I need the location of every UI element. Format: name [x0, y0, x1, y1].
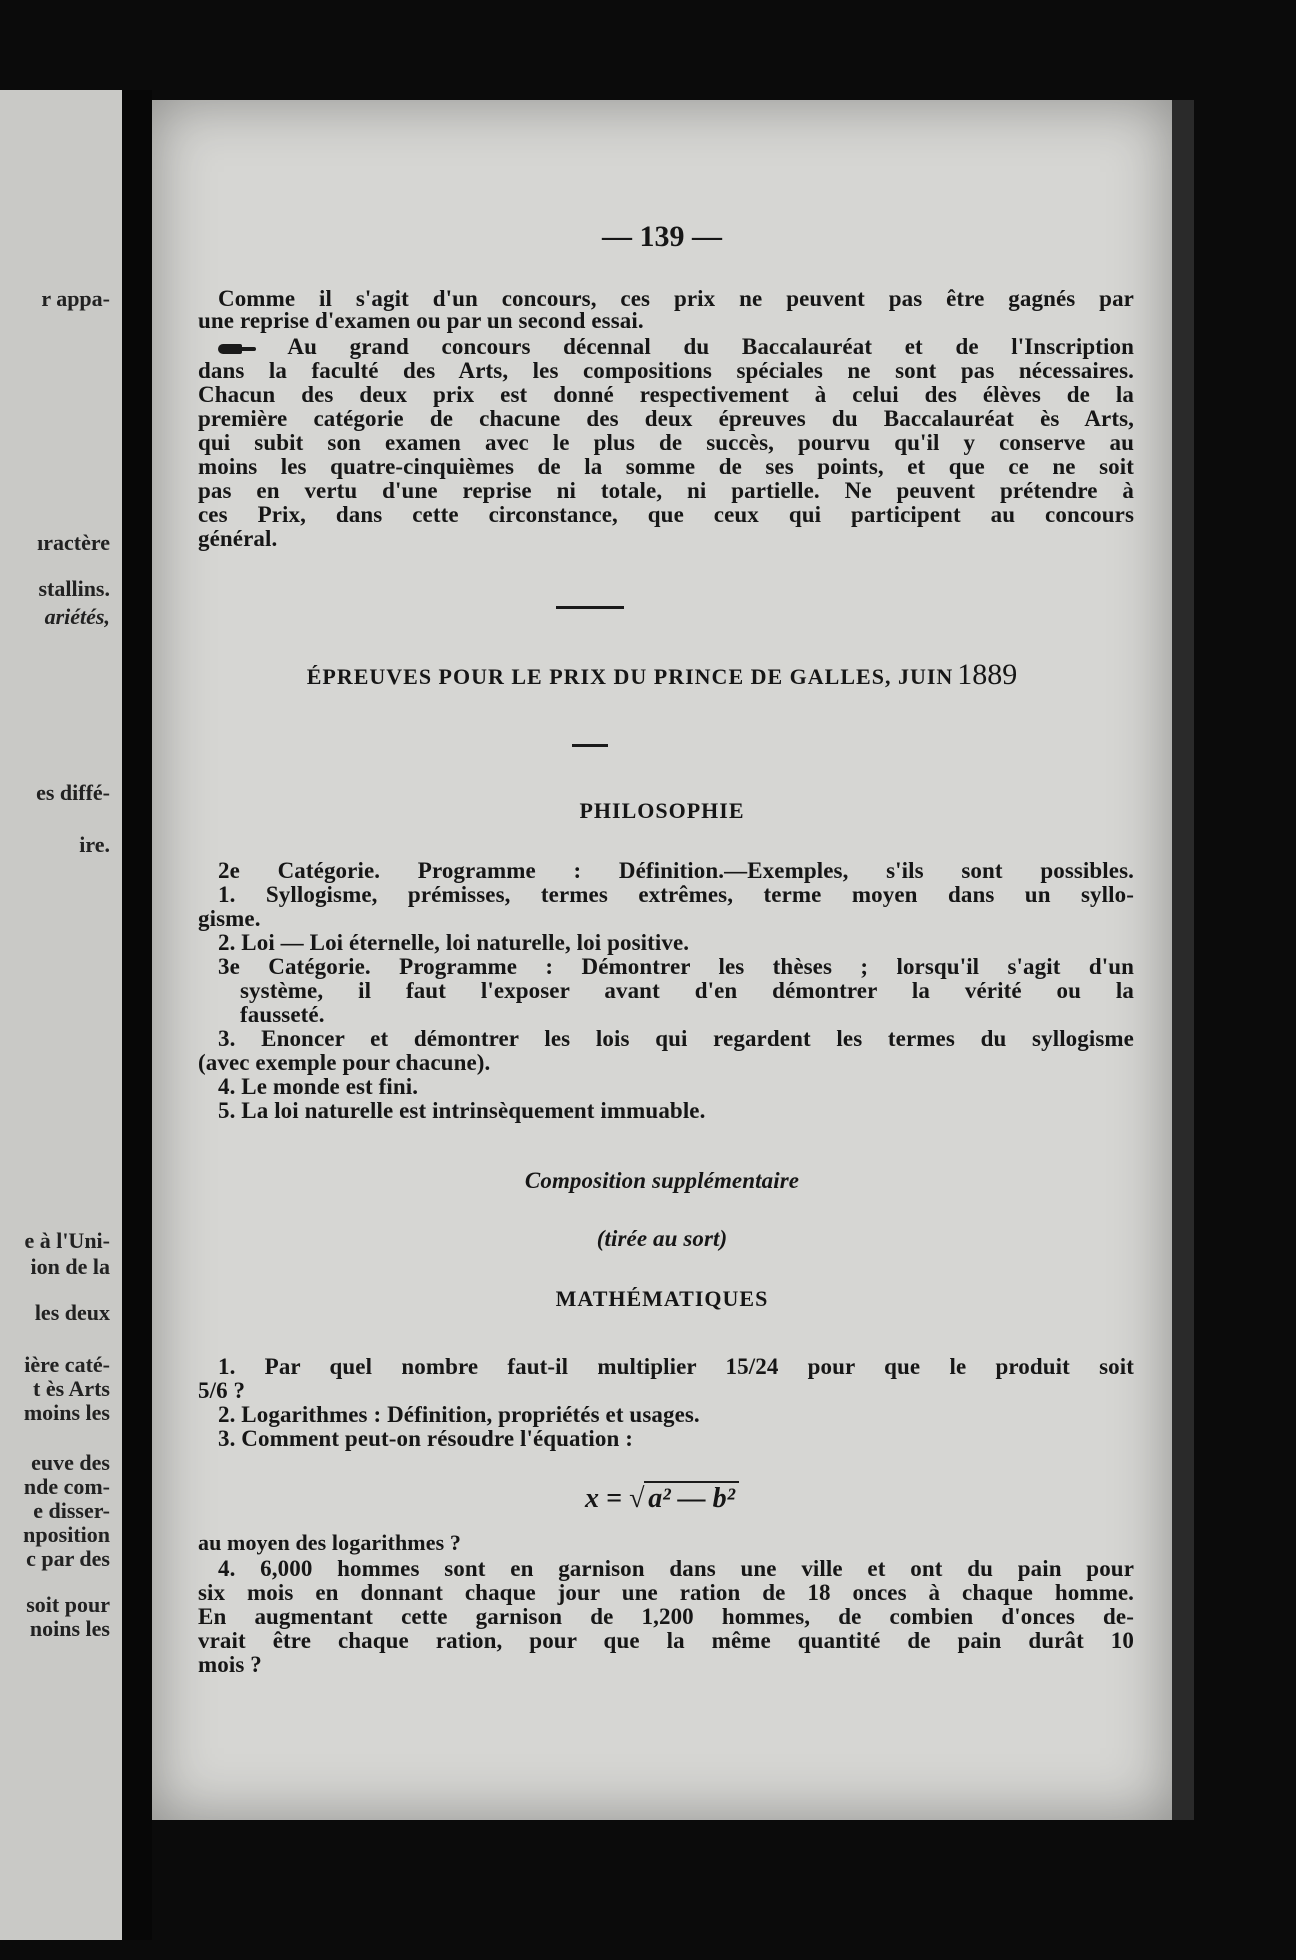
note-line: dans la faculté des Arts, les compositions spéciales ne sont pas nécessaires. [198, 358, 1134, 383]
philosophie-heading: PHILOSOPHIE [579, 798, 745, 823]
philosophie-line: 3. Enoncer et démontrer les lois qui regardent les termes du syllogisme [218, 1026, 1134, 1051]
left-fragment: e à l'Uni- [24, 1228, 110, 1253]
math-line: 4. 6,000 hommes sont en garnison dans une ville et ont du pain pour [218, 1556, 1134, 1581]
left-fragment: t ès Arts [33, 1376, 110, 1401]
math-line: mois ? [198, 1652, 262, 1677]
left-fragment: les deux [34, 1300, 110, 1325]
equation-radicand: a² — b² [644, 1481, 739, 1514]
left-fragment: moins les [23, 1400, 110, 1425]
equation [152, 1483, 1172, 1515]
math-line: 1. Par quel nombre faut-il multiplier 15/24 pour que le produit soit [218, 1354, 1134, 1379]
left-fragment: ire. [79, 832, 110, 857]
left-fragment: ıractère [37, 530, 110, 555]
math-line: au moyen des logarithmes ? [198, 1530, 461, 1555]
title-text: ÉPREUVES POUR LE PRIX DU PRINCE DE GALLES, JUIN [306, 664, 954, 689]
left-fragment: ière caté- [24, 1352, 110, 1377]
math-line: 2. Logarithmes : Définition, propriétés et usages. [218, 1402, 700, 1427]
math-line: vrait être chaque ration, pour que la même quantité de pain durât 10 [198, 1628, 1134, 1653]
left-fragment: stallins. [38, 576, 110, 601]
philosophie-line: 5. La loi naturelle est intrinsèquement immuable. [218, 1098, 706, 1123]
left-fragment: noins les [29, 1616, 110, 1641]
note-line: moins les quatre-cinquièmes de la somme de ses points, et que ce ne soit [198, 454, 1134, 479]
page-title [152, 658, 1172, 692]
math-line: six mois en donnant chaque jour une ration de 18 onces à chaque homme. [198, 1580, 1134, 1605]
intro-line: une reprise d'examen ou par un second essai. [198, 308, 644, 333]
philosophie-line: fausseté. [240, 1002, 325, 1027]
left-fragment: es diffé- [36, 780, 110, 805]
philosophie-line: 4. Le monde est fini. [218, 1074, 419, 1099]
left-fragment: e disser- [33, 1498, 110, 1523]
philosophie-line: (avec exemple pour chacune). [198, 1050, 491, 1075]
note-line: Chacun des deux prix est donné respectivement à celui des élèves de la [198, 382, 1134, 407]
math-line: En augmentant cette garnison de 1,200 hommes, de combien d'onces de- [198, 1604, 1134, 1629]
note-line: général. [198, 526, 278, 551]
left-fragment: soit pour [26, 1592, 110, 1617]
note-text: Au grand concours décennal du Baccalauréat et de l'Inscription [287, 334, 1134, 359]
math-line: 5/6 ? [198, 1378, 246, 1403]
philosophie-line: système, il faut l'exposer avant d'en démontrer la vérité ou la [240, 978, 1134, 1003]
math-line: 3. Comment peut-on résoudre l'équation : [218, 1426, 634, 1451]
section-divider [572, 744, 608, 747]
pointing-hand-icon [218, 341, 256, 357]
philosophie-line: 2. Loi — Loi éternelle, loi naturelle, loi positive. [218, 930, 690, 955]
book-page [152, 100, 1172, 1820]
tiree-heading: (tirée au sort) [596, 1226, 728, 1251]
left-fragment: c par des [26, 1546, 110, 1571]
note-line [218, 334, 1134, 360]
philosophie-line: 2e Catégorie. Programme : Définition.—Exemples, s'ils sont possibles. [218, 858, 1134, 883]
philosophie-line: 3e Catégorie. Programme : Démontrer les thèses ; lorsqu'il s'agit d'un [218, 954, 1134, 979]
note-line: qui subit son examen avec le plus de succès, pourvu qu'il y conserve au [198, 430, 1134, 455]
philosophie-line: 1. Syllogisme, prémisses, termes extrêmes, terme moyen dans un syllo- [218, 882, 1134, 907]
page-gutter [122, 90, 152, 1940]
left-page-strip [0, 90, 122, 1940]
equation-left: x = √ [584, 1483, 645, 1514]
note-line: pas en vertu d'une reprise ni totale, ni partielle. Ne peuvent prétendre à [198, 478, 1134, 503]
left-fragment: euve des [31, 1450, 110, 1475]
section-divider [556, 606, 624, 609]
intro-line: Comme il s'agit d'un concours, ces prix ne peuvent pas être gagnés par [218, 286, 1134, 311]
page-number: — 139 — [602, 220, 722, 253]
page-edge [1172, 100, 1194, 1820]
composition-heading: Composition supplémentaire [524, 1168, 800, 1193]
title-year: 1889 [957, 658, 1018, 691]
mathematiques-heading: MATHÉMATIQUES [555, 1286, 769, 1311]
note-line: première catégorie de chacune des deux épreuves du Baccalauréat ès Arts, [198, 406, 1134, 431]
left-fragment: ion de la [30, 1254, 110, 1279]
left-fragment: nde com- [23, 1474, 110, 1499]
note-line: ces Prix, dans cette circonstance, que ceux qui participent au concours [198, 502, 1134, 527]
left-fragment: ariétés, [44, 604, 110, 629]
left-fragment: r appa- [41, 286, 110, 311]
philosophie-line: gisme. [198, 906, 261, 931]
left-fragment: nposition [23, 1522, 110, 1547]
